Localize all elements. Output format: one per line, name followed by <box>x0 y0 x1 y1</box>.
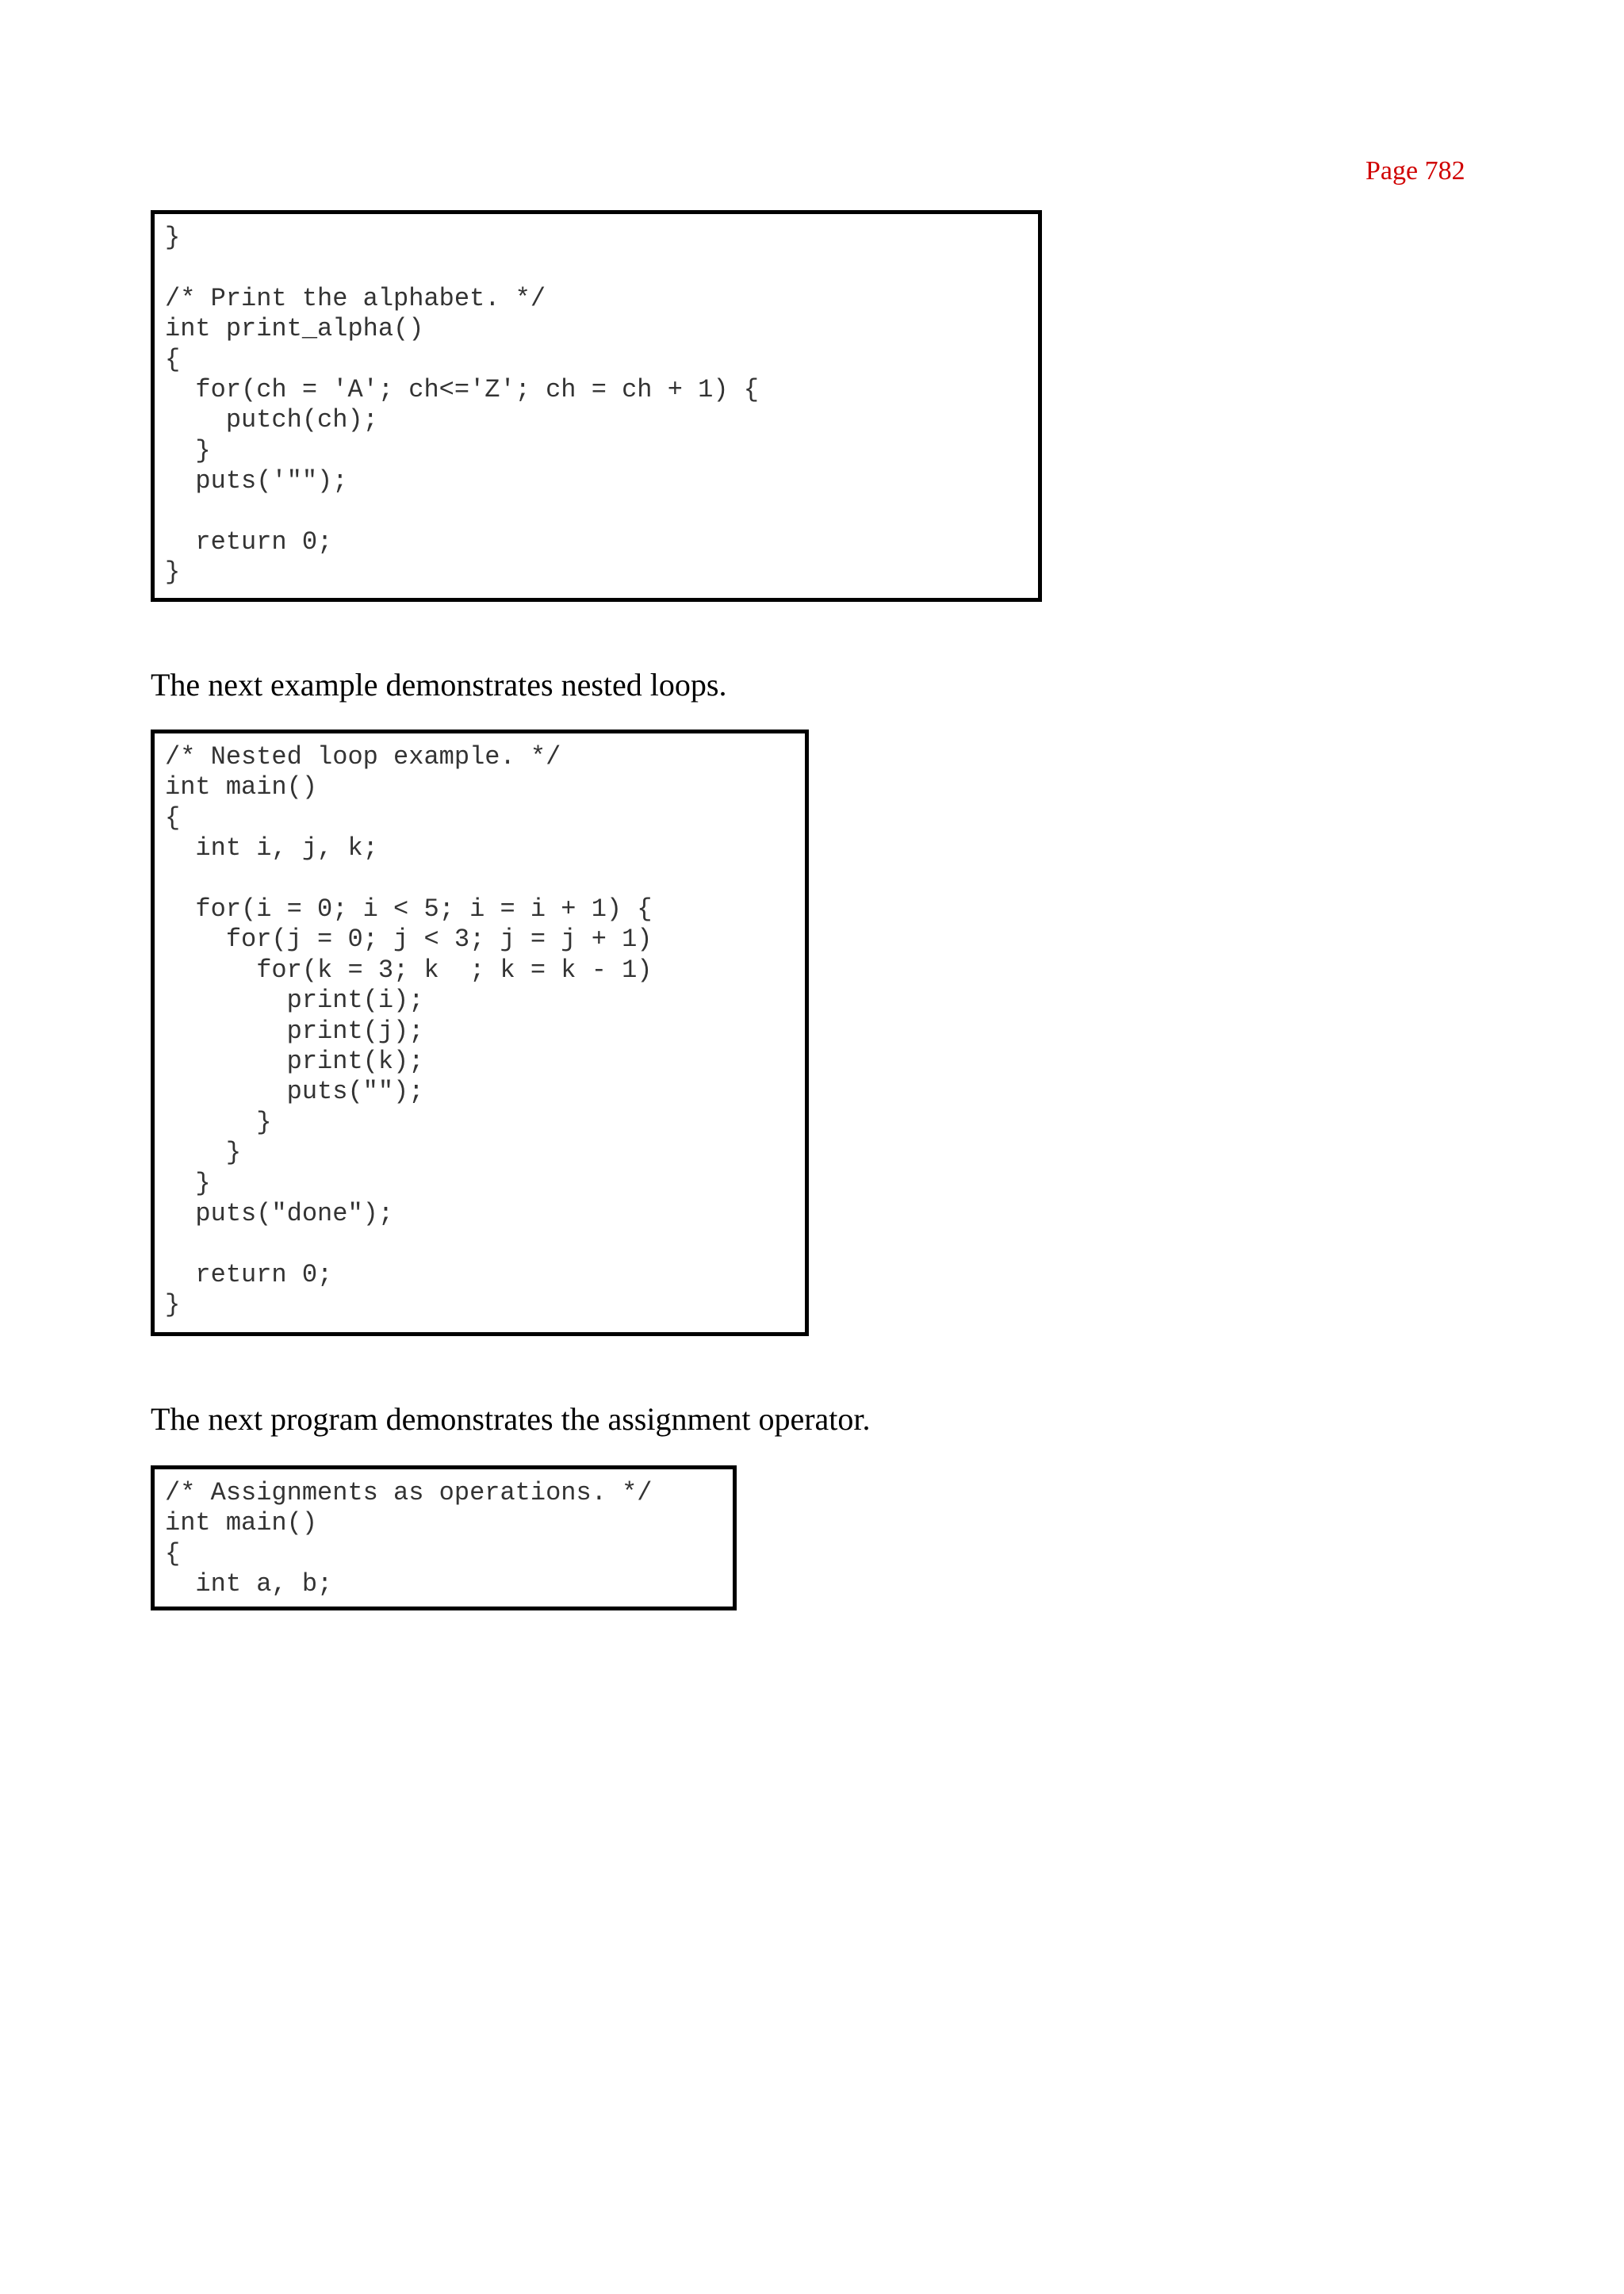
page-number: Page 782 <box>1365 156 1465 186</box>
code-text: /* Assignments as operations. */ int main() { int a, b; <box>165 1478 653 1599</box>
paragraph-assignment-operator: The next program demonstrates the assignment operator. <box>151 1401 871 1437</box>
paragraph-nested-loops: The next example demonstrates nested loops. <box>151 667 727 703</box>
code-block-print-alpha <box>151 210 1042 602</box>
code-text: /* Nested loop example. */ int main() { int i, j, k; for(i = 0; i < 5; i = i + 1) { for(j = 0; j < 3; j = j + 1) for(k = 3; k ; k = k - 1) print(i); print(j); print(k); puts(""); } } } puts("done"); return 0; } <box>165 742 653 1320</box>
code-text: } /* Print the alphabet. */ int print_alpha() { for(ch = 'A'; ch<='Z'; ch = ch + 1) { putch(ch); } puts('""); return 0; } <box>165 223 759 588</box>
code-block-assignments <box>151 1465 737 1610</box>
code-block-nested-loop <box>151 730 809 1336</box>
